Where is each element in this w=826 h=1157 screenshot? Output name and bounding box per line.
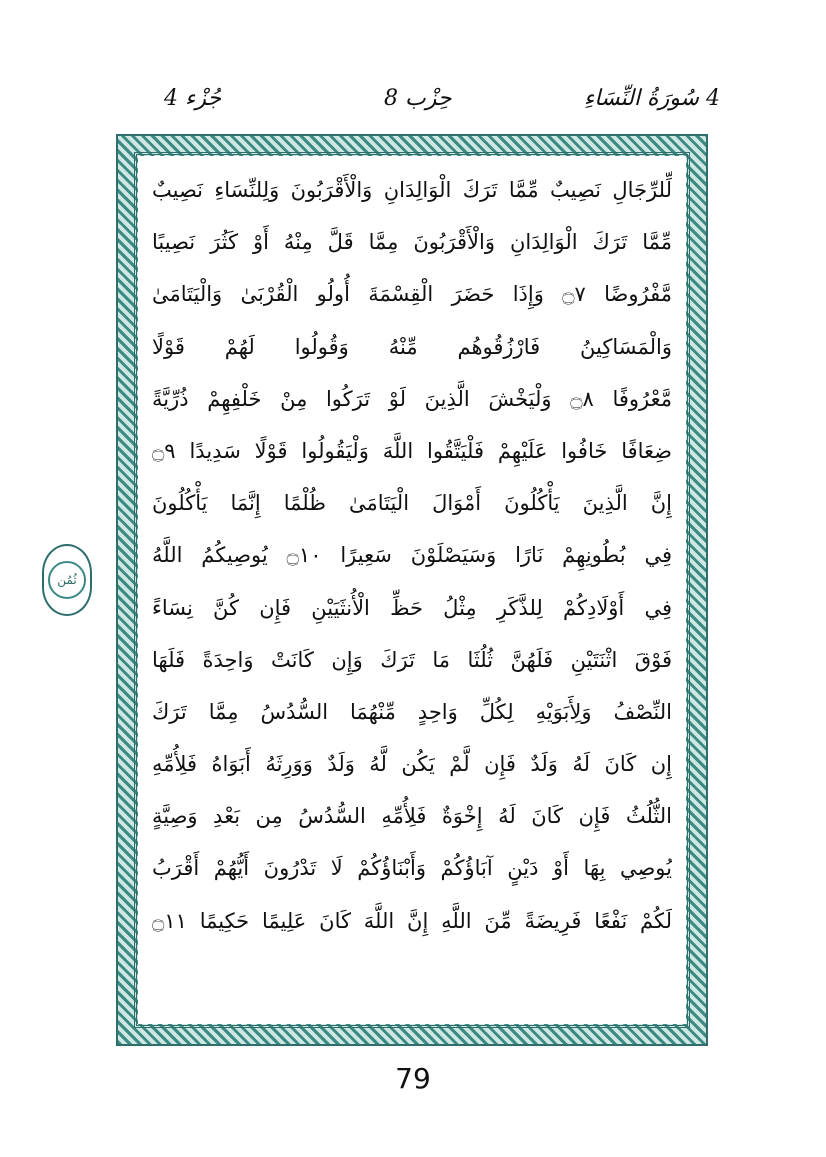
text-line-6: ضِعَافًا خَافُوا عَلَيْهِمْ فَلْيَتَّقُوا اللَّهَ وَلْيَقُولُوا قَوْلًا سَدِيدًا ۝٩ (152, 438, 672, 463)
text-line-11: النِّصْفُ وَلِأَبَوَيْهِ لِكُلِّ وَاحِدٍ مِّنْهُمَا السُّدُسُ مِمَّا تَرَكَ (152, 699, 672, 724)
page-number: 79 (395, 1062, 431, 1095)
text-line-9: فِي أَوْلَادِكُمْ لِلذَّكَرِ مِثْلُ حَظِّ الْأُنثَيَيْنِ فَإِن كُنَّ نِسَاءً (152, 595, 672, 620)
text-line-8: فِي بُطُونِهِمْ نَارًا وَسَيَصْلَوْنَ سَعِيرًا ۝١٠ يُوصِيكُمُ اللَّهُ (152, 543, 672, 568)
text-line-1: لِّلرِّجَالِ نَصِيبٌ مِّمَّا تَرَكَ الْوَالِدَانِ وَالْأَقْرَبُونَ وَلِلنِّسَاءِ نَصِيبٌ (152, 178, 672, 202)
text-line-7: إِنَّ الَّذِينَ يَأْكُلُونَ أَمْوَالَ الْيَتَامَىٰ ظُلْمًا إِنَّمَا يَأْكُلُونَ (152, 491, 672, 516)
text-line-5: مَّعْرُوفًا ۝٨ وَلْيَخْشَ الَّذِينَ لَوْ تَرَكُوا مِنْ خَلْفِهِمْ ذُرِّيَّةً (152, 386, 672, 411)
text-line-10: فَوْقَ اثْنَتَيْنِ فَلَهُنَّ ثُلُثَا مَا تَرَكَ وَإِن كَانَتْ وَاحِدَةً فَلَهَا (152, 647, 672, 672)
thumun-marker (42, 544, 92, 616)
text-line-14: يُوصِي بِهَا أَوْ دَيْنٍ آبَاؤُكُمْ وَأَبْنَاؤُكُمْ لَا تَدْرُونَ أَيُّهُمْ أَقْرَبُ (152, 856, 672, 881)
text-line-4: وَالْمَسَاكِينُ فَارْزُقُوهُم مِّنْهُ وَقُولُوا لَهُمْ قَوْلًا (152, 334, 672, 359)
thumun-label: ثُمُن (48, 561, 86, 599)
text-line-13: الثُّلُثُ فَإِن كَانَ لَهُ إِخْوَةٌ فَلِأُمِّهِ السُّدُسُ مِن بَعْدِ وَصِيَّةٍ (152, 804, 672, 829)
hizb-label: حِزْب 8 (384, 86, 452, 111)
text-line-2: مِّمَّا تَرَكَ الْوَالِدَانِ وَالْأَقْرَبُونَ مِمَّا قَلَّ مِنْهُ أَوْ كَثُرَ نَصِيبًا (152, 230, 672, 255)
text-line-3: مَّفْرُوضًا ۝٧ وَإِذَا حَضَرَ الْقِسْمَةَ أُولُو الْقُرْبَىٰ وَالْيَتَامَىٰ (152, 282, 672, 307)
text-line-15: لَكُمْ نَفْعًا فَرِيضَةً مِّنَ اللَّهِ إِنَّ اللَّهَ كَانَ عَلِيمًا حَكِيمًا ۝١١ (152, 908, 672, 933)
juz-label: جُزْء 4 (164, 86, 222, 111)
text-line-12: إِن كَانَ لَهُ وَلَدٌ فَإِن لَّمْ يَكُن لَّهُ وَلَدٌ وَوَرِثَهُ أَبَوَاهُ فَلِأُمِّهِ (152, 752, 672, 777)
quran-text-area (138, 156, 686, 1024)
ornamental-frame (116, 134, 708, 1046)
surah-name: 4 سُورَةُ النِّسَاءِ (583, 86, 720, 111)
page-header (150, 86, 720, 122)
